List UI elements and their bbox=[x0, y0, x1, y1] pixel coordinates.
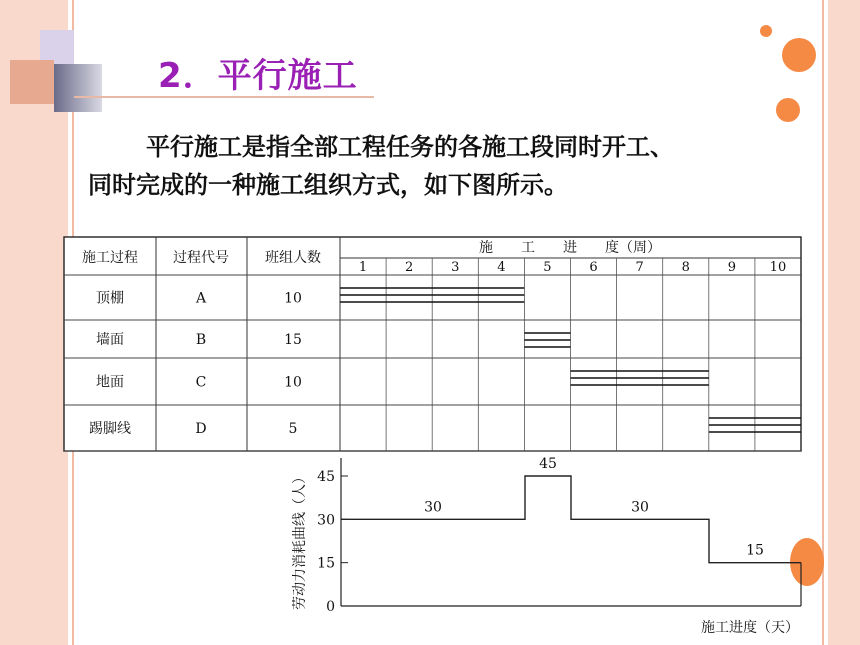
table-header-cell: 施工过程 bbox=[82, 250, 138, 266]
week-label: 3 bbox=[451, 260, 460, 275]
segment-value-label: 30 bbox=[631, 499, 649, 516]
paragraph-line-1: 平行施工是指全部工程任务的各施工段同时开工、 bbox=[146, 133, 674, 161]
row-process-name: 地面 bbox=[96, 374, 124, 391]
progress-header: 施 工 进 度（周） bbox=[479, 240, 661, 256]
row-process-code: A bbox=[195, 290, 207, 307]
row-process-code: C bbox=[195, 374, 207, 391]
week-label: 5 bbox=[543, 260, 552, 275]
row-process-code: B bbox=[195, 332, 207, 348]
table-header-cell: 过程代号 bbox=[173, 250, 229, 266]
week-label: 4 bbox=[497, 260, 506, 275]
segment-value-label: 30 bbox=[424, 499, 442, 516]
week-label: 9 bbox=[727, 260, 736, 275]
slide-title: 2．平行施工 bbox=[158, 56, 358, 96]
segment-value-label: 45 bbox=[539, 456, 557, 472]
week-label: 2 bbox=[405, 260, 414, 275]
row-worker-count: 15 bbox=[284, 332, 302, 348]
week-label: 7 bbox=[635, 260, 644, 275]
week-label: 6 bbox=[589, 260, 598, 275]
table-header-cell: 班组人数 bbox=[265, 250, 321, 266]
row-worker-count: 10 bbox=[284, 290, 302, 307]
row-process-name: 墙面 bbox=[96, 332, 124, 348]
row-worker-count: 10 bbox=[284, 374, 302, 391]
y-tick-label: 15 bbox=[317, 555, 335, 572]
row-process-code: D bbox=[195, 421, 207, 437]
labor-step-line bbox=[341, 476, 801, 563]
segment-value-label: 15 bbox=[746, 542, 764, 559]
y-tick-label: 30 bbox=[317, 512, 335, 529]
week-label: 10 bbox=[769, 260, 787, 275]
week-label: 1 bbox=[358, 260, 368, 275]
y-tick-label: 0 bbox=[326, 599, 335, 615]
week-label: 8 bbox=[681, 260, 690, 275]
paragraph-line-2: 同时完成的一种施工组织方式，如下图所示。 bbox=[88, 171, 568, 199]
row-process-name: 踢脚线 bbox=[89, 421, 131, 437]
x-axis-label: 施工进度（天） bbox=[701, 620, 799, 636]
row-worker-count: 5 bbox=[288, 421, 298, 437]
row-process-name: 顶棚 bbox=[96, 290, 124, 307]
y-tick-label: 45 bbox=[317, 469, 335, 485]
y-axis-label: 劳动力消耗曲线（人） bbox=[292, 470, 308, 610]
